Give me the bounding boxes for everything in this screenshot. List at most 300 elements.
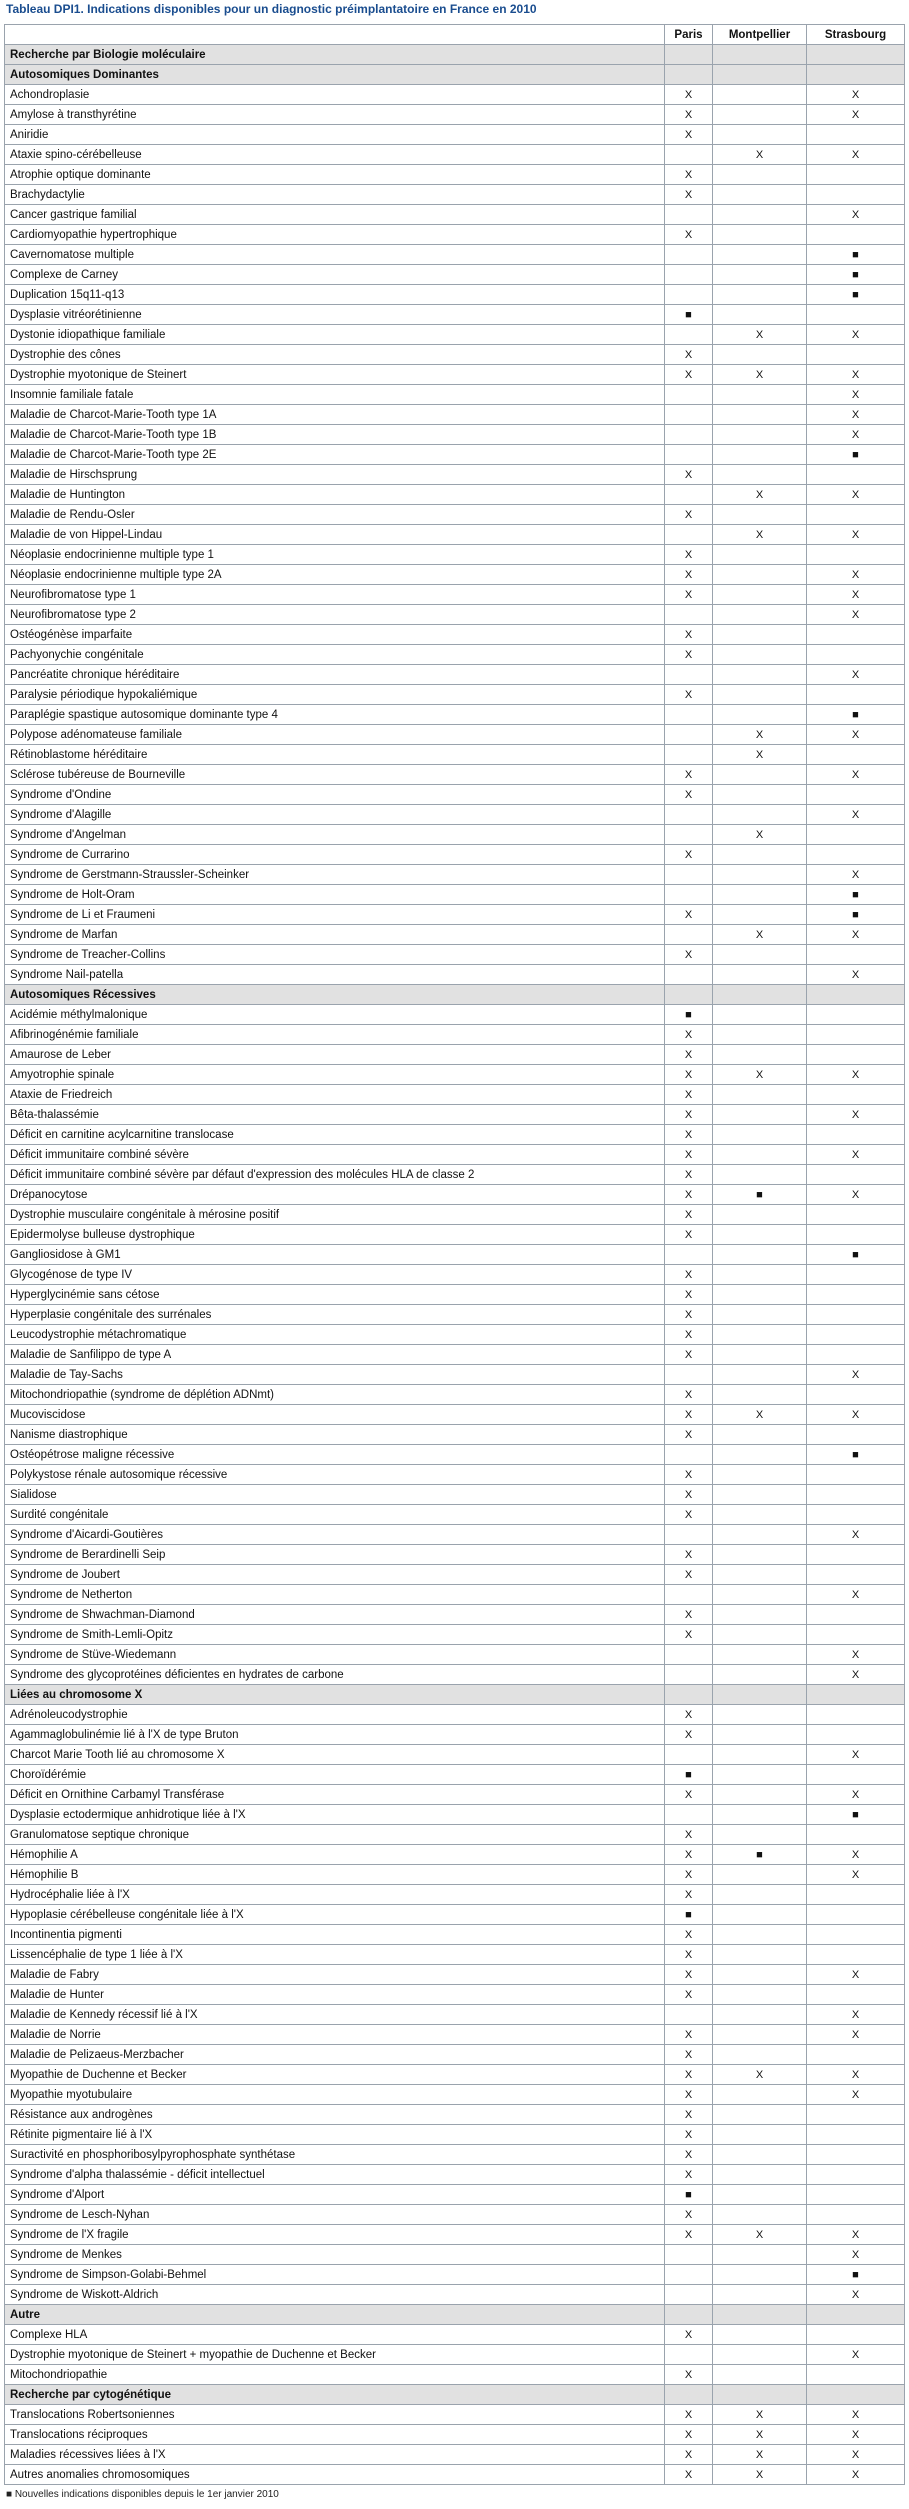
center-mark-strasbourg [807,745,905,765]
indication-name: Amaurose de Leber [5,1045,665,1065]
center-mark-strasbourg: X [807,485,905,505]
center-mark-montpellier: X [713,485,807,505]
table-row [5,2225,905,2245]
center-mark-paris: X [665,625,713,645]
center-mark-montpellier [713,1885,807,1905]
center-mark-paris: X [665,2165,713,2185]
section-label: Recherche par Biologie moléculaire [5,45,665,65]
center-mark-montpellier [713,1865,807,1885]
center-mark-paris [665,405,713,425]
table-row [5,1725,905,1745]
center-mark-strasbourg: ■ [807,885,905,905]
center-mark-paris [665,1245,713,1265]
center-mark-montpellier [713,885,807,905]
center-mark-paris [665,1365,713,1385]
center-mark-paris [665,1745,713,1765]
center-mark-montpellier [713,1585,807,1605]
indication-name: Epidermolyse bulleuse dystrophique [5,1225,665,1245]
indication-name: Pachyonychie congénitale [5,645,665,665]
center-mark-paris [665,1445,713,1465]
table-row [5,405,905,425]
center-mark-montpellier [713,1645,807,1665]
indication-name: Myopathie de Duchenne et Becker [5,2065,665,2085]
indication-name: Syndrome de Menkes [5,2245,665,2265]
center-mark-strasbourg [807,1625,905,1645]
center-mark-strasbourg: ■ [807,905,905,925]
indication-name: Aniridie [5,125,665,145]
center-mark-montpellier [713,1085,807,1105]
indication-name: Syndrome de l'X fragile [5,2225,665,2245]
center-mark-paris: X [665,2085,713,2105]
center-mark-montpellier [713,2365,807,2385]
indication-name: Dysplasie ectodermique anhidrotique liée à l'X [5,1805,665,1825]
indication-name: Maladie de Fabry [5,1965,665,1985]
center-mark-paris: ■ [665,1765,713,1785]
center-mark-montpellier [713,605,807,625]
table-row [5,1485,905,1505]
indication-name: Maladie de Charcot-Marie-Tooth type 2E [5,445,665,465]
center-mark-montpellier [713,225,807,245]
center-mark-paris: X [665,2325,713,2345]
center-mark-paris [665,2265,713,2285]
table-row [5,1565,905,1585]
indication-name: Incontinentia pigmenti [5,1925,665,1945]
center-mark-montpellier [713,1325,807,1345]
table-row [5,245,905,265]
table-row [5,365,905,385]
subsection-header [5,1685,905,1705]
center-mark-paris: X [665,565,713,585]
center-mark-montpellier [713,1225,807,1245]
center-mark-montpellier [713,205,807,225]
indication-name: Maladie de Sanfilippo de type A [5,1345,665,1365]
center-mark-montpellier [713,1725,807,1745]
table-row [5,1625,905,1645]
indication-name: Syndrome d'Ondine [5,785,665,805]
center-mark-strasbourg: X [807,865,905,885]
center-mark-strasbourg [807,1725,905,1745]
center-mark-paris: X [665,1025,713,1045]
table-row [5,1925,905,1945]
center-mark-paris: X [665,1385,713,1405]
center-mark-strasbourg [807,1425,905,1445]
center-mark-strasbourg [807,1385,905,1405]
center-mark-paris: ■ [665,1005,713,1025]
center-mark-strasbourg: X [807,1645,905,1665]
center-mark-strasbourg: X [807,365,905,385]
indication-name: Neurofibromatose type 1 [5,585,665,605]
center-mark-strasbourg [807,945,905,965]
center-mark-montpellier: X [713,2465,807,2485]
indication-name: Syndrome d'Angelman [5,825,665,845]
center-mark-montpellier [713,1625,807,1645]
center-mark-strasbourg [807,645,905,665]
indication-name: Sialidose [5,1485,665,1505]
center-mark-montpellier: X [713,825,807,845]
table-row [5,1545,905,1565]
table-row [5,2065,905,2085]
center-mark-strasbourg: X [807,605,905,625]
indication-name: Polykystose rénale autosomique récessive [5,1465,665,1485]
center-mark-strasbourg: ■ [807,1805,905,1825]
indication-name: Afibrinogénémie familiale [5,1025,665,1045]
center-mark-montpellier [713,1425,807,1445]
center-mark-montpellier: X [713,525,807,545]
center-mark-montpellier [713,1285,807,1305]
center-mark-paris: X [665,1865,713,1885]
center-mark-strasbourg: X [807,765,905,785]
center-mark-paris [665,605,713,625]
indication-name: Résistance aux androgènes [5,2105,665,2125]
center-mark-paris: X [665,765,713,785]
center-mark-strasbourg: X [807,1065,905,1085]
indication-name: Maladie de Charcot-Marie-Tooth type 1A [5,405,665,425]
center-mark-strasbourg: X [807,565,905,585]
section-cell [665,1685,713,1705]
table-row [5,2345,905,2365]
center-mark-strasbourg: ■ [807,1245,905,1265]
center-mark-montpellier [713,785,807,805]
indication-name: Déficit immunitaire combiné sévère par défaut d'expression des molécules HLA de classe 2 [5,1165,665,1185]
center-mark-strasbourg: X [807,665,905,685]
center-mark-paris [665,245,713,265]
center-mark-strasbourg: X [807,2065,905,2085]
center-mark-strasbourg [807,2205,905,2225]
center-mark-montpellier: X [713,145,807,165]
center-mark-montpellier [713,465,807,485]
center-mark-strasbourg [807,1305,905,1325]
indication-name: Drépanocytose [5,1185,665,1205]
center-mark-montpellier [713,1665,807,1685]
center-mark-montpellier [713,1005,807,1025]
center-mark-strasbourg: X [807,1785,905,1805]
header-paris: Paris [665,25,713,45]
indication-name: Syndrome des glycoprotéines déficientes en hydrates de carbone [5,1665,665,1685]
indication-name: Maladie de Tay-Sachs [5,1365,665,1385]
center-mark-strasbourg [807,1885,905,1905]
table-row [5,145,905,165]
indication-name: Choroïdérémie [5,1765,665,1785]
center-mark-strasbourg: X [807,725,905,745]
center-mark-paris: X [665,165,713,185]
table-row [5,185,905,205]
center-mark-montpellier [713,1545,807,1565]
table-row [5,1745,905,1765]
table-row [5,2145,905,2165]
center-mark-strasbourg: ■ [807,2265,905,2285]
center-mark-montpellier [713,2005,807,2025]
table-row [5,1825,905,1845]
table-row [5,485,905,505]
table-row [5,425,905,445]
indication-name: Charcot Marie Tooth lié au chromosome X [5,1745,665,1765]
indication-name: Insomnie familiale fatale [5,385,665,405]
section-label: Autre [5,2305,665,2325]
section-cell [807,2305,905,2325]
indication-name: Syndrome d'alpha thalassémie - déficit intellectuel [5,2165,665,2185]
table-row [5,2105,905,2125]
center-mark-montpellier [713,2045,807,2065]
center-mark-montpellier [713,125,807,145]
center-mark-strasbourg [807,2145,905,2165]
center-mark-paris: X [665,1125,713,1145]
center-mark-montpellier [713,1745,807,1765]
indication-name: Maladie de Huntington [5,485,665,505]
table-row [5,965,905,985]
center-mark-strasbourg: ■ [807,705,905,725]
center-mark-montpellier [713,1825,807,1845]
indication-name: Néoplasie endocrinienne multiple type 1 [5,545,665,565]
center-mark-paris [665,265,713,285]
indication-name: Maladie de Norrie [5,2025,665,2045]
section-cell [807,45,905,65]
table-row [5,1165,905,1185]
center-mark-montpellier: ■ [713,1845,807,1865]
table-row [5,1085,905,1105]
table-row [5,1045,905,1065]
center-mark-montpellier [713,2245,807,2265]
center-mark-paris [665,2005,713,2025]
table-row [5,1145,905,1165]
center-mark-strasbourg [807,2365,905,2385]
indication-name: Dystrophie myotonique de Steinert [5,365,665,385]
table-row [5,1405,905,1425]
center-mark-montpellier: X [713,2065,807,2085]
center-mark-paris [665,525,713,545]
center-mark-paris: X [665,1185,713,1205]
center-mark-montpellier [713,1565,807,1585]
center-mark-strasbourg: X [807,2405,905,2425]
table-row [5,885,905,905]
center-mark-strasbourg [807,165,905,185]
center-mark-montpellier [713,1105,807,1125]
table-row [5,1245,905,1265]
center-mark-strasbourg: X [807,965,905,985]
header-row [5,25,905,45]
indication-name: Hydrocéphalie liée à l'X [5,1885,665,1905]
indication-name: Syndrome de Wiskott-Aldrich [5,2285,665,2305]
table-row [5,1265,905,1285]
center-mark-montpellier [713,185,807,205]
section-cell [713,2385,807,2405]
center-mark-montpellier [713,1265,807,1285]
table-row [5,1505,905,1525]
table-row [5,2005,905,2025]
center-mark-paris [665,145,713,165]
indication-name: Déficit en Ornithine Carbamyl Transférase [5,1785,665,1805]
center-mark-strasbourg [807,305,905,325]
table-row [5,825,905,845]
center-mark-montpellier [713,625,807,645]
table-row [5,1125,905,1145]
indication-name: Syndrome de Stüve-Wiedemann [5,1645,665,1665]
center-mark-strasbourg [807,505,905,525]
center-mark-paris: X [665,105,713,125]
center-mark-montpellier: X [713,2405,807,2425]
indication-name: Syndrome de Treacher-Collins [5,945,665,965]
table-row [5,1965,905,1985]
center-mark-montpellier [713,2125,807,2145]
center-mark-strasbourg [807,1765,905,1785]
table-row [5,1805,905,1825]
center-mark-paris [665,865,713,885]
indication-name: Glycogénose de type IV [5,1265,665,1285]
indication-name: Maladie de Charcot-Marie-Tooth type 1B [5,425,665,445]
section-cell [665,45,713,65]
table-row [5,1225,905,1245]
center-mark-paris [665,485,713,505]
center-mark-paris: X [665,2125,713,2145]
section-cell [665,2385,713,2405]
center-mark-paris [665,285,713,305]
center-mark-strasbourg: X [807,2225,905,2245]
center-mark-montpellier [713,945,807,965]
center-mark-paris: X [665,945,713,965]
center-mark-montpellier [713,1705,807,1725]
indications-table [4,24,905,2485]
center-mark-montpellier [713,2085,807,2105]
center-mark-paris [665,445,713,465]
indication-name: Syndrome de Berardinelli Seip [5,1545,665,1565]
center-mark-paris [665,1665,713,1685]
table-row [5,1945,905,1965]
table-row [5,2465,905,2485]
center-mark-montpellier [713,265,807,285]
center-mark-strasbourg [807,465,905,485]
center-mark-paris: X [665,2425,713,2445]
indication-name: Syndrome de Gerstmann-Straussler-Scheinker [5,865,665,885]
center-mark-strasbourg [807,1325,905,1345]
indication-name: Ataxie spino-cérébelleuse [5,145,665,165]
indication-name: Adrénoleucodystrophie [5,1705,665,1725]
indication-name: Autres anomalies chromosomiques [5,2465,665,2485]
table-row [5,2265,905,2285]
center-mark-montpellier [713,685,807,705]
center-mark-montpellier [713,705,807,725]
indication-name: Néoplasie endocrinienne multiple type 2A [5,565,665,585]
center-mark-strasbourg [807,2125,905,2145]
indication-name: Paraplégie spastique autosomique dominante type 4 [5,705,665,725]
center-mark-paris: X [665,2405,713,2425]
center-mark-paris: X [665,125,713,145]
center-mark-paris: X [665,1465,713,1485]
center-mark-strasbourg: X [807,145,905,165]
indication-name: Syndrome de Joubert [5,1565,665,1585]
center-mark-paris: X [665,1985,713,2005]
center-mark-paris [665,825,713,845]
indication-name: Maladies récessives liées à l'X [5,2445,665,2465]
center-mark-paris [665,805,713,825]
center-mark-montpellier: X [713,2225,807,2245]
indication-name: Syndrome de Simpson-Golabi-Behmel [5,2265,665,2285]
center-mark-strasbourg [807,2105,905,2125]
table-row [5,1445,905,1465]
section-cell [713,985,807,1005]
table-row [5,2245,905,2265]
center-mark-montpellier [713,1805,807,1825]
indication-name: Ostéopétrose maligne récessive [5,1445,665,1465]
center-mark-strasbourg [807,1045,905,1065]
center-mark-paris: X [665,85,713,105]
center-mark-strasbourg [807,1505,905,1525]
center-mark-montpellier [713,2285,807,2305]
indication-name: Maladie de Kennedy récessif lié à l'X [5,2005,665,2025]
center-mark-paris: X [665,1885,713,1905]
section-cell [665,2305,713,2325]
center-mark-paris: X [665,1345,713,1365]
center-mark-montpellier [713,425,807,445]
center-mark-paris: X [665,2205,713,2225]
center-mark-montpellier [713,285,807,305]
indication-name: Translocations Robertsoniennes [5,2405,665,2425]
center-mark-montpellier: ■ [713,1185,807,1205]
center-mark-paris: X [665,1945,713,1965]
section-label: Autosomiques Dominantes [5,65,665,85]
center-mark-paris: X [665,845,713,865]
center-mark-paris: X [665,1065,713,1085]
indication-name: Amyotrophie spinale [5,1065,665,1085]
center-mark-strasbourg: X [807,405,905,425]
center-mark-strasbourg: ■ [807,1445,905,1465]
center-mark-montpellier [713,1465,807,1485]
table-row [5,345,905,365]
indication-name: Syndrome de Netherton [5,1585,665,1605]
center-mark-paris [665,2245,713,2265]
header-montpellier: Montpellier [713,25,807,45]
center-mark-montpellier [713,2145,807,2165]
center-mark-paris [665,205,713,225]
center-mark-montpellier [713,345,807,365]
table-row [5,645,905,665]
indication-name: Déficit immunitaire combiné sévère [5,1145,665,1165]
center-mark-montpellier [713,765,807,785]
center-mark-montpellier [713,2165,807,2185]
indication-name: Surdité congénitale [5,1505,665,1525]
center-mark-paris [665,725,713,745]
table-row [5,665,905,685]
center-mark-strasbourg: X [807,2285,905,2305]
center-mark-paris [665,885,713,905]
center-mark-strasbourg: X [807,1745,905,1765]
indication-name: Amylose à transthyrétine [5,105,665,125]
center-mark-paris: X [665,1505,713,1525]
table-row [5,1345,905,1365]
center-mark-strasbourg: X [807,1865,905,1885]
center-mark-montpellier [713,105,807,125]
indication-name: Acidémie méthylmalonique [5,1005,665,1025]
table-row [5,765,905,785]
center-mark-strasbourg [807,785,905,805]
center-mark-strasbourg: X [807,805,905,825]
center-mark-strasbourg: X [807,2245,905,2265]
center-mark-paris: X [665,1145,713,1165]
center-mark-paris [665,1585,713,1605]
indication-name: Complexe HLA [5,2325,665,2345]
center-mark-montpellier [713,1305,807,1325]
indication-name: Mitochondriopathie (syndrome de déplétion ADNmt) [5,1385,665,1405]
indication-name: Translocations réciproques [5,2425,665,2445]
indication-name: Maladie de Hunter [5,1985,665,2005]
table-row [5,505,905,525]
center-mark-strasbourg: ■ [807,265,905,285]
center-mark-strasbourg [807,1205,905,1225]
indication-name: Mucoviscidose [5,1405,665,1425]
indication-name: Maladie de von Hippel-Lindau [5,525,665,545]
center-mark-montpellier: X [713,325,807,345]
center-mark-montpellier [713,165,807,185]
center-mark-montpellier [713,1485,807,1505]
center-mark-paris: X [665,2145,713,2165]
